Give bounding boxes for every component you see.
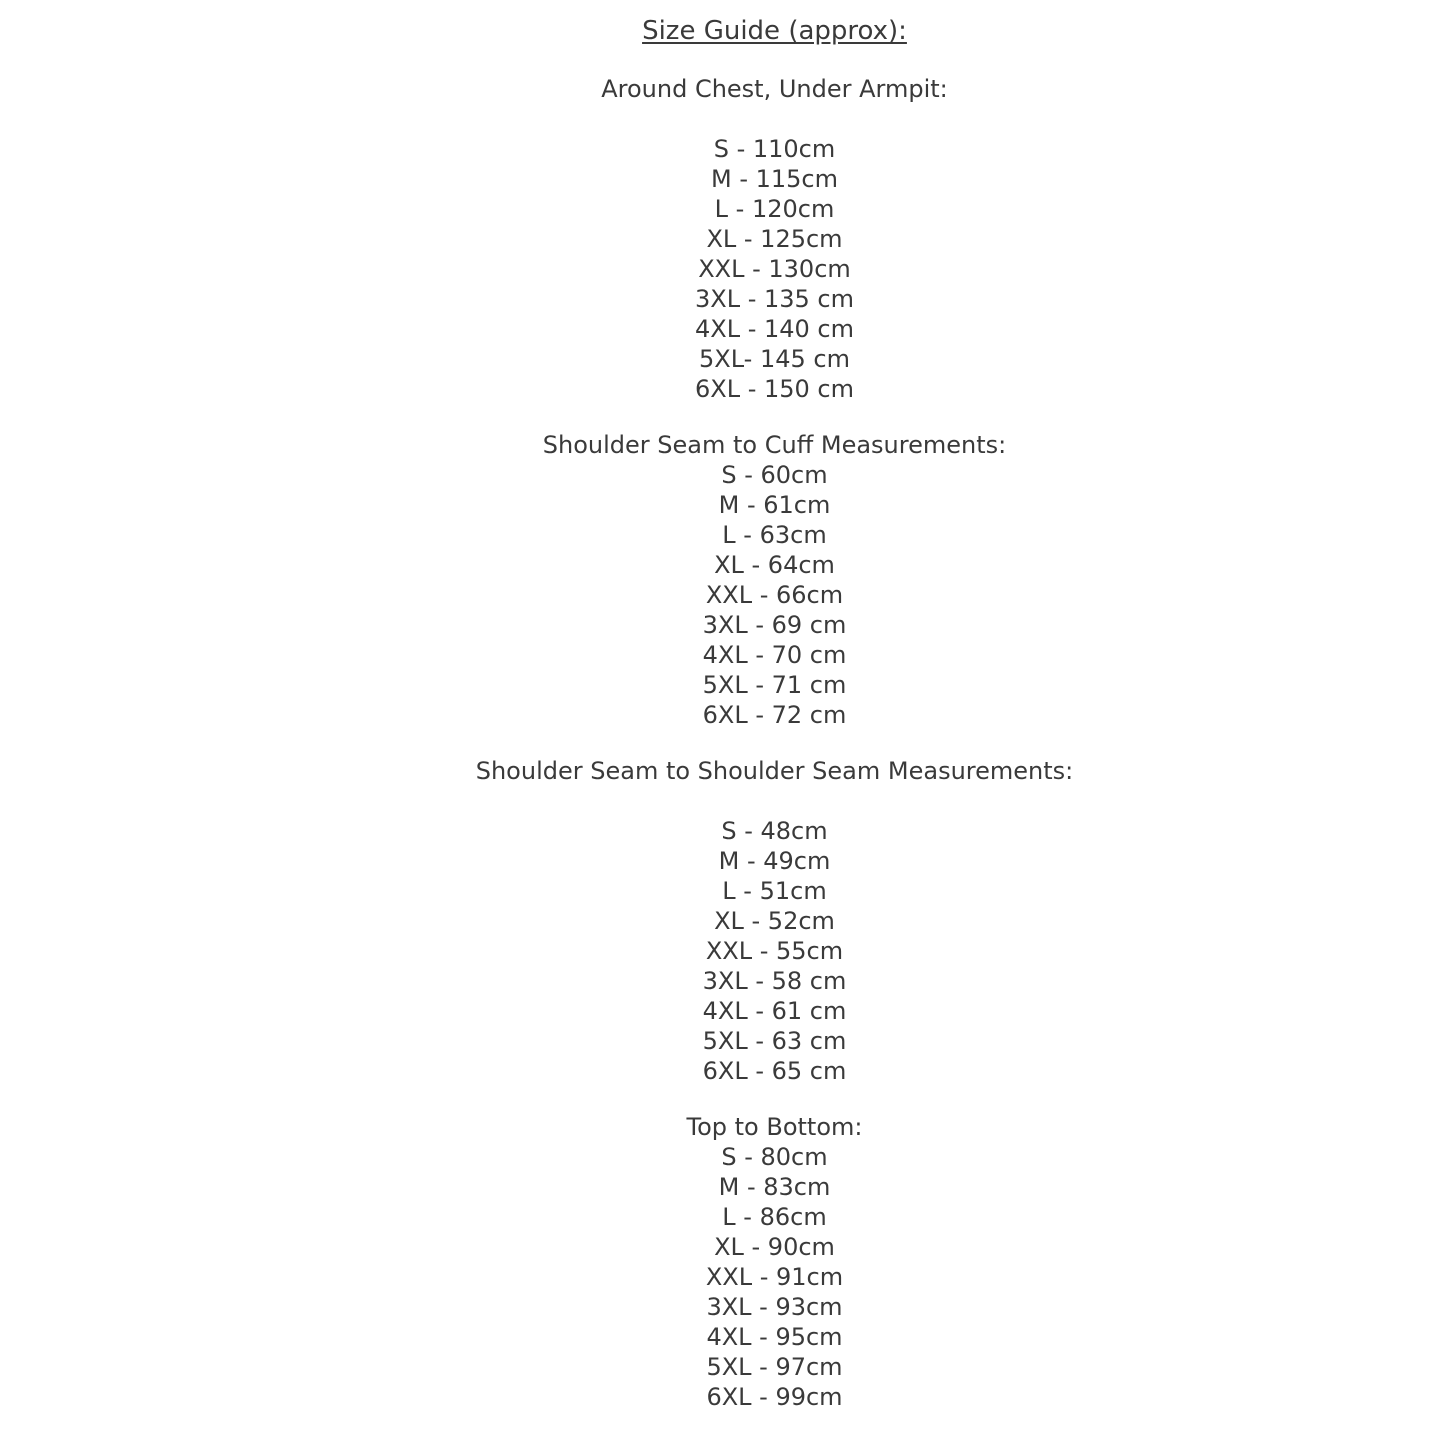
size-row: XL - 90cm: [714, 1233, 835, 1261]
size-row: M - 115cm: [710, 165, 838, 193]
size-row: L - 86cm: [722, 1203, 827, 1231]
size-row: L - 51cm: [722, 877, 827, 905]
section-heading-shoulder-to-shoulder: Shoulder Seam to Shoulder Seam Measurements:: [475, 757, 1074, 785]
size-row: 3XL - 135 cm: [694, 285, 854, 313]
size-row: 6XL - 99cm: [706, 1383, 843, 1411]
size-row: 5XL - 97cm: [706, 1353, 843, 1381]
size-row: 6XL - 150 cm: [694, 375, 854, 403]
size-row: 5XL - 71 cm: [702, 671, 847, 699]
size-row: M - 49cm: [718, 847, 831, 875]
size-row: S - 80cm: [721, 1143, 828, 1171]
size-row: 4XL - 95cm: [706, 1323, 843, 1351]
size-row: S - 60cm: [721, 461, 828, 489]
size-list-around-chest: [104, 134, 1445, 404]
size-row: XXL - 55cm: [705, 937, 844, 965]
size-row: XL - 64cm: [714, 551, 835, 579]
size-row: M - 61cm: [718, 491, 831, 519]
size-guide-content: [104, 14, 1445, 1412]
size-list-top-to-bottom: [104, 1142, 1445, 1412]
size-row: XXL - 91cm: [705, 1263, 844, 1291]
section-shoulder-to-cuff: [104, 430, 1445, 730]
section-heading-around-chest: Around Chest, Under Armpit:: [601, 75, 948, 103]
size-row: S - 48cm: [721, 817, 828, 845]
size-row: S - 110cm: [713, 135, 836, 163]
size-row: L - 120cm: [714, 195, 835, 223]
page-title: Size Guide (approx):: [642, 16, 907, 46]
section-around-chest: [104, 74, 1445, 404]
size-row: M - 83cm: [718, 1173, 831, 1201]
size-row: 5XL - 63 cm: [702, 1027, 847, 1055]
size-row: 5XL- 145 cm: [699, 345, 850, 373]
section-shoulder-to-shoulder: [104, 756, 1445, 1086]
size-row: 4XL - 61 cm: [702, 997, 847, 1025]
size-row: XXL - 66cm: [705, 581, 844, 609]
size-row: 4XL - 140 cm: [694, 315, 854, 343]
size-row: XL - 52cm: [714, 907, 835, 935]
size-row: 4XL - 70 cm: [702, 641, 847, 669]
size-list-shoulder-to-shoulder: [104, 816, 1445, 1086]
size-row: XL - 125cm: [706, 225, 843, 253]
size-row: 3XL - 58 cm: [702, 967, 847, 995]
size-row: L - 63cm: [722, 521, 827, 549]
size-row: 3XL - 93cm: [706, 1293, 843, 1321]
size-list-shoulder-to-cuff: [104, 460, 1445, 730]
section-top-to-bottom: [104, 1112, 1445, 1412]
section-heading-top-to-bottom: Top to Bottom:: [686, 1113, 863, 1141]
section-heading-shoulder-to-cuff: Shoulder Seam to Cuff Measurements:: [542, 431, 1007, 459]
size-row: 6XL - 72 cm: [702, 701, 847, 729]
size-row: 6XL - 65 cm: [702, 1057, 847, 1085]
size-row: XXL - 130cm: [698, 255, 851, 283]
size-row: 3XL - 69 cm: [702, 611, 847, 639]
